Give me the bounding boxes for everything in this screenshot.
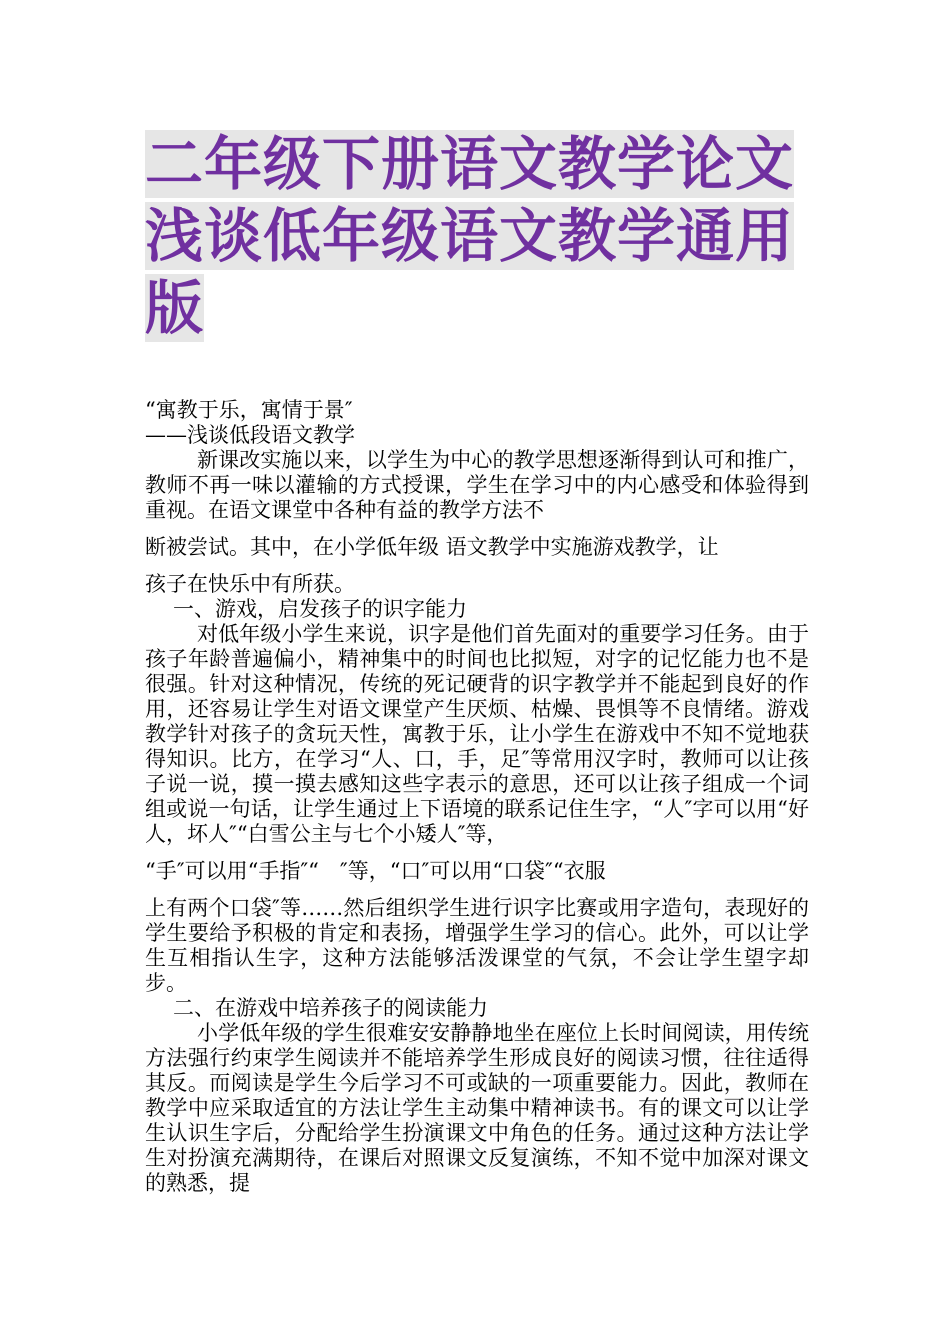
section-1-heading: 一、游戏，启发孩子的识字能力: [173, 597, 467, 621]
document-body: [145, 398, 809, 1196]
title-line-3: 版: [145, 274, 205, 342]
section-2-heading: 二、在游戏中培养孩子的阅读能力: [173, 996, 488, 1020]
title-line-1: 二年级下册语文教学论文: [145, 130, 795, 198]
intro-paragraph: 新课改实施以来，以学生为中心的教学思想逐渐得到认可和推广，教师不再一味以灌输的方式授课，学生在学习中的内心感受和体验得到重视。在语文课堂中各种有益的教学方法不: [145, 448, 809, 522]
document-title: [145, 130, 807, 346]
subtitle-dash: ——浅谈低段语文教学: [145, 423, 355, 447]
section-2-paragraph: 小学低年级的学生很难安安静静地坐在座位上长时间阅读，用传统方法强行约束学生阅读并不能培养学生形成良好的阅读习惯，往往适得其反。而阅读是学生今后学习不可或缺的一项重要能力。因此，教师在教学中应采取适宜的方法让学生主动集中精神读书。有的课文可以让学生认识生字后，分配给学生扮演课文中角色的任务。通过这种方法让学生对扮演充满期待，在课后对照课文反复演练，不知不觉中加深对课文的熟悉，提: [145, 1021, 809, 1195]
title-line-2: 浅谈低年级语文教学通用: [145, 202, 795, 270]
section-1-paragraph-end: 上有两个口袋″等……然后组织学生进行识字比赛或用字造句，表现好的学生要给予积极的肯定和表扬，增强学生学习的信心。此外，可以让学生互相指认生字，这种方法能够活泼课堂的气氛，不会让学生望字却步。: [145, 896, 809, 995]
subtitle-quote: “寓教于乐，寓情于景″: [145, 398, 353, 422]
section-1-paragraph: 对低年级小学生来说，识字是他们首先面对的重要学习任务。由于孩子年龄普遍偏小，精神集中的时间也比拟短，对字的记忆能力也不是很强。针对这种情况，传统的死记硬背的识字教学并不能起到良好的作用，还容易让学生对语文课堂产生厌烦、枯燥、畏惧等不良情绪。游戏教学针对孩子的贪玩天性，寓教于乐，让小学生在游戏中不知不觉地获得知识。比方，在学习“人、口，手，足″等常用汉字时，教师可以让孩子说一说，摸一摸去感知这些字表示的意思，还可以让孩子组成一个词组或说一句话，让学生通过上下语境的联系记住生字，“人″字可以用“好人，坏人″“白雪公主与七个小矮人″等，: [145, 622, 809, 846]
intro-paragraph-end: 孩子在快乐中有所获。: [145, 572, 355, 596]
intro-paragraph-continued: 断被尝试。其中，在小学低年级 语文教学中实施游戏教学，让: [145, 535, 719, 559]
section-1-paragraph-continued: “手″可以用“手指″“ ″等，“口″可以用“口袋″“衣服: [145, 859, 606, 883]
